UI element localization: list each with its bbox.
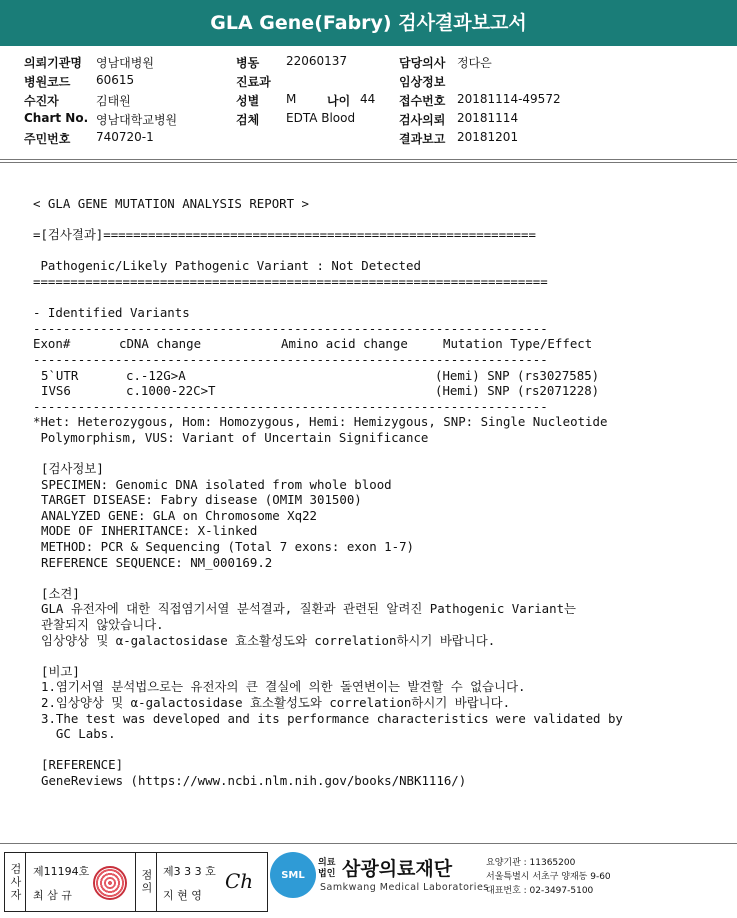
- institution-label: 의뢰기관명: [24, 56, 82, 70]
- opinion-section-title: [소견]: [41, 585, 80, 601]
- info-line: MODE OF INHERITANCE: X-linked: [41, 523, 258, 539]
- dash-rule: ---------------------------------------------------------------------: [33, 320, 548, 336]
- report-heading: < GLA GENE MUTATION ANALYSIS REPORT >: [33, 196, 310, 211]
- report-footer: [0, 848, 737, 918]
- double-rule: =====================================================================: [33, 273, 548, 289]
- patient-label: 수진자: [24, 94, 59, 108]
- note-line: 1.염기서열 분석법으로는 유전자의 큰 결실에 의한 돌연변이는 발견할 수 없습니다.: [41, 679, 526, 695]
- info-line: ANALYZED GENE: GLA on Chromosome Xq22: [41, 507, 318, 523]
- institution-value: 영남대병원: [96, 56, 154, 70]
- examiner-label: 검사자: [5, 853, 26, 911]
- specimen-label: 검체: [236, 113, 260, 127]
- variants-table-header: [33, 336, 733, 352]
- sml-logo-icon: SML: [270, 852, 316, 898]
- info-row-3: [24, 92, 724, 110]
- sex-label: 성별: [236, 94, 260, 108]
- age-label: 나이: [327, 94, 351, 108]
- reference-section-title: [REFERENCE]: [41, 757, 124, 773]
- patient-value: 김태원: [96, 94, 131, 108]
- info-row-5: [24, 130, 724, 148]
- request-date-value: 20181114: [457, 111, 519, 125]
- org-name: 삼광의료재단: [342, 858, 453, 880]
- dash-rule: ---------------------------------------------------------------------: [33, 351, 548, 367]
- examiner-license: 제11194호: [33, 865, 90, 878]
- dash-rule: ---------------------------------------------------------------------: [33, 398, 548, 414]
- clinical-info-label: 임상정보: [399, 75, 446, 89]
- accession-label: 접수번호: [399, 94, 446, 108]
- report-date-label: 결과보고: [399, 132, 446, 146]
- col-mutation: Mutation Type/Effect: [443, 336, 593, 352]
- note-section-title: [비고]: [41, 663, 80, 679]
- result-section-header: =[검사결과]==========================================================: [33, 227, 536, 243]
- ward-label: 병동: [236, 56, 260, 70]
- footer-divider: [0, 843, 737, 844]
- identified-variants-title: - Identified Variants: [33, 305, 190, 321]
- org-contact: [486, 856, 611, 898]
- org-prefix-line-1: 의료: [318, 858, 336, 868]
- hospital-code-value: 60615: [96, 73, 135, 87]
- report-date-value: 20181201: [457, 130, 519, 144]
- footnote-line-2: Polymorphism, VUS: Variant of Uncertain Significance: [33, 429, 429, 445]
- doctor-value: 정다은: [457, 56, 492, 70]
- result-summary: Pathogenic/Likely Pathogenic Variant : Not Detected: [33, 258, 421, 274]
- note-line: 3.The test was developed and its performance characteristics were validated by: [41, 710, 623, 726]
- variant-mutation: (Hemi) SNP (rs2071228): [435, 383, 600, 399]
- info-row-2: [24, 73, 724, 91]
- signature-box: [4, 852, 268, 912]
- info-line: METHOD: PCR & Sequencing (Total 7 exons: exon 1-7): [41, 539, 414, 555]
- sex-value: M: [286, 92, 297, 106]
- variant-exon: 5`UTR: [41, 367, 79, 383]
- org-prefix: [318, 858, 335, 880]
- table-row: [33, 383, 733, 399]
- org-phone: 대표번호 : 02-3497-5100: [486, 886, 594, 896]
- org-code: 요양기관 : 11365200: [486, 858, 576, 868]
- checker-name: 지 현 영: [163, 889, 202, 902]
- doctor-label: 담당의사: [399, 56, 446, 70]
- resident-no-label: 주민번호: [24, 132, 71, 146]
- department-label: 진료과: [236, 75, 271, 89]
- table-row: [33, 368, 733, 384]
- info-line: REFERENCE SEQUENCE: NM_000169.2: [41, 554, 273, 570]
- variant-cdna: c.-12G>A: [126, 367, 186, 383]
- org-address: 서울특별시 서초구 양재동 9-60: [486, 872, 611, 882]
- variant-exon: IVS6: [41, 383, 71, 399]
- col-amino: Amino acid change: [281, 336, 408, 352]
- opinion-line: GLA 유전자에 대한 직접염기서열 분석결과, 질환과 관련된 알려진 Pathogenic Variant는: [41, 601, 576, 617]
- checker-signature: Ch: [225, 869, 254, 893]
- examiner-name: 최 삼 규: [33, 889, 72, 902]
- opinion-line: 임상양상 및 α-galactosidase 효소활성도와 correlation하시기 바랍니다.: [41, 632, 496, 648]
- info-row-4: [24, 111, 724, 129]
- checker-license: 제3 3 3 호: [163, 865, 216, 878]
- examiner-seal: [93, 866, 127, 900]
- col-exon: Exon#: [33, 336, 71, 352]
- resident-no-value: 740720-1: [96, 130, 154, 144]
- info-line: TARGET DISEASE: Fabry disease (OMIM 301500): [41, 492, 362, 508]
- ward-value: 22060137: [286, 54, 348, 68]
- org-prefix-line-2: 법인: [318, 869, 336, 879]
- variant-mutation: (Hemi) SNP (rs3027585): [435, 367, 600, 383]
- age-value: 44: [360, 92, 376, 106]
- footnote-line-1: *Het: Heterozygous, Hom: Homozygous, Hemi: Hemizygous, SNP: Single Nucleotide: [33, 414, 608, 430]
- info-line: SPECIMEN: Genomic DNA isolated from whole blood: [41, 476, 392, 492]
- chart-no-value: 영남대학교병원: [96, 113, 178, 127]
- accession-value: 20181114-49572: [457, 92, 561, 106]
- col-cdna: cDNA change: [119, 336, 202, 352]
- note-line: 2.임상양상 및 α-galactosidase 효소활성도와 correlation하시기 바랍니다.: [41, 695, 511, 710]
- variant-cdna: c.1000-22C>T: [126, 383, 216, 399]
- report-body: [33, 196, 733, 789]
- hospital-code-label: 병원코드: [24, 75, 71, 89]
- info-row-1: [24, 54, 724, 72]
- info-section-title: [검사정보]: [41, 461, 104, 477]
- chart-no-label: Chart No.: [24, 111, 89, 125]
- header-divider: [0, 159, 737, 163]
- opinion-line: 관찰되지 않았습니다.: [41, 617, 164, 633]
- request-date-label: 검사의뢰: [399, 113, 446, 127]
- note-line: GC Labs.: [41, 726, 116, 742]
- reference-line: GeneReviews (https://www.ncbi.nlm.nih.gov/books/NBK1116/): [41, 772, 467, 788]
- report-title: GLA Gene(Fabry) 검사결과보고서: [0, 0, 737, 46]
- org-english-name: Samkwang Medical Laboratories: [320, 882, 489, 893]
- checker-label: 점의: [135, 853, 157, 911]
- specimen-value: EDTA Blood: [286, 111, 356, 125]
